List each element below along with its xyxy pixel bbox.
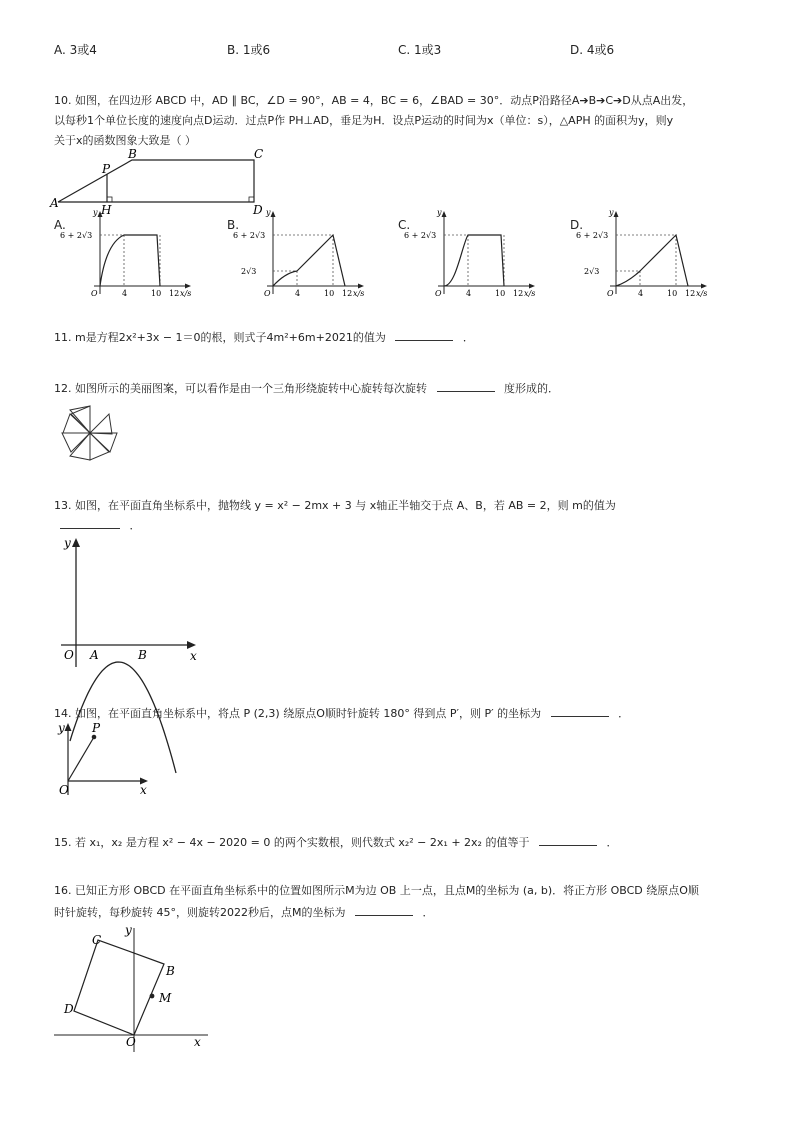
q10-label-c: C	[254, 147, 264, 161]
q13-label-y: y	[64, 536, 71, 550]
q12-pinwheel-figure	[56, 404, 124, 462]
q10-graph-d-x-label: x/s	[696, 289, 708, 298]
q16-label-b: B	[166, 964, 175, 978]
q10-graph-b-origin-label: O	[264, 289, 271, 298]
q14-question: 14. 如图，在平面直角坐标系中，将点 P (2,3) 绕原点O顺时针旋转 180° 得到点 P′，则 P′ 的坐标为	[54, 707, 542, 720]
q13-label-a: A	[90, 648, 99, 662]
q10-graph-a-y-label: y	[93, 208, 98, 217]
q14-end: ．	[618, 707, 630, 720]
q10-graph-b	[233, 208, 373, 300]
q15-text	[54, 832, 617, 854]
q13-label-b: B	[138, 648, 147, 662]
q10-graph-a	[60, 208, 200, 300]
q10-graph-d-tick-4: 4	[638, 289, 644, 298]
q10-graph-a-x-label: x/s	[180, 289, 192, 298]
q10-label-d: D	[253, 203, 263, 217]
q10-graph-c-x-label: x/s	[524, 289, 536, 298]
q16-label-d: D	[64, 1002, 74, 1016]
q10-graph-b-tick-4: 4	[295, 289, 301, 298]
q10-quadrilateral-figure	[50, 148, 270, 216]
q10-graph-a-tick-10: 10	[151, 289, 162, 298]
q15-answer-blank[interactable]	[539, 833, 597, 846]
q10-graph-b-tick-10: 10	[324, 289, 335, 298]
q12-end: 度形成的．	[504, 382, 559, 395]
q10-graph-c-tick-10: 10	[495, 289, 506, 298]
q10-graph-d-ymid-label: 2√3	[584, 267, 600, 276]
q9-option-c: C. 1或3	[398, 43, 442, 57]
q10-graph-c	[404, 208, 544, 300]
q10-text-line2: 以每秒1个单位长度的速度向点D运动．过点P作 PH⊥AD，垂足为H．设点P运动的时间为x（单位：s），△APH 的面积为y，则y	[54, 114, 674, 127]
q10-option-c-label: C.	[398, 218, 411, 232]
q16-label-y: y	[125, 923, 132, 937]
q10-graph-b-x-label: x/s	[353, 289, 365, 298]
q14-label-p: P	[92, 721, 101, 735]
q10-graph-d-origin-label: O	[607, 289, 614, 298]
q16-label-o: O	[126, 1035, 136, 1049]
q10-graph-b-tick-12: 12	[342, 289, 353, 298]
q10-text-line1: 10. 如图，在四边形 ABCD 中，AD ∥ BC，∠D = 90°，AB = 4，BC = 6，∠BAD = 30°．动点P沿路径A➔B➔C➔D从点A出发，	[54, 94, 694, 107]
q10-graph-d-y-label: y	[609, 208, 614, 217]
q10-graph-d-tick-12: 12	[685, 289, 696, 298]
q14-answer-blank[interactable]	[551, 704, 609, 717]
q10-graph-a-tick-4: 4	[122, 289, 128, 298]
q12-answer-blank[interactable]	[437, 379, 495, 392]
q10-graph-b-ymax-label: 6 + 2√3	[233, 231, 266, 240]
q10-graph-d	[576, 208, 716, 300]
q13-label-o: O	[64, 648, 74, 662]
q9-option-b: B. 1或6	[227, 43, 271, 57]
q10-graph-c-tick-12: 12	[513, 289, 524, 298]
q16-label-c: C	[92, 933, 102, 947]
q16-square-figure	[52, 924, 212, 1054]
q16-text-line1: 16. 已知正方形 OBCD 在平面直角坐标系中的位置如图所示M为边 OB 上一点，且点M的坐标为 (a, b)．将正方形 OBCD 绕原点O顺	[54, 884, 699, 897]
q10-label-h: H	[101, 203, 112, 217]
q10-graph-b-ymid-label: 2√3	[241, 267, 257, 276]
q10-graph-c-tick-4: 4	[466, 289, 472, 298]
q11-end: ．	[462, 331, 474, 344]
q13-text: 13. 如图，在平面直角坐标系中，抛物线 y = x² − 2mx + 3 与 x轴正半轴交于点 A、B，若 AB = 2，则 m的值为	[54, 499, 616, 512]
q15-question: 15. 若 x₁，x₂ 是方程 x² − 4x − 2020 = 0 的两个实数根，则代数式 x₂² − 2x₁ + 2x₂ 的值等于	[54, 836, 530, 849]
q14-label-y: y	[58, 721, 65, 735]
q10-graph-d-ymax-label: 6 + 2√3	[576, 231, 609, 240]
q14-label-x: x	[140, 783, 147, 797]
q13-end: ．	[129, 519, 141, 532]
q15-end: ．	[606, 836, 618, 849]
q10-label-p: P	[102, 162, 111, 176]
q16-end: ．	[422, 906, 434, 919]
q13-parabola-figure	[56, 535, 206, 670]
q10-graph-d-tick-10: 10	[667, 289, 678, 298]
q10-graph-a-ymax-label: 6 + 2√3	[60, 231, 93, 240]
q12-question: 12. 如图所示的美丽图案，可以看作是由一个三角形绕旋转中心旋转每次旋转	[54, 382, 427, 395]
q10-option-d-label: D.	[570, 218, 584, 232]
q10-graph-c-ymax-label: 6 + 2√3	[404, 231, 437, 240]
q14-point-figure	[56, 720, 156, 800]
q13-answer-blank[interactable]	[60, 516, 120, 529]
q16-label-x: x	[194, 1035, 201, 1049]
q11-answer-blank[interactable]	[395, 328, 453, 341]
q9-option-a: A. 3或4	[54, 43, 97, 57]
q10-graph-c-y-label: y	[437, 208, 442, 217]
q9-option-d: D. 4或6	[570, 43, 615, 57]
q10-label-b: B	[128, 147, 137, 161]
q12-text	[54, 378, 559, 400]
q14-label-o: O	[59, 783, 69, 797]
q13-answer-line	[60, 515, 141, 537]
q10-graph-a-tick-12: 12	[169, 289, 180, 298]
q13-label-x: x	[190, 649, 197, 663]
q10-label-a: A	[50, 196, 59, 210]
q10-graph-c-origin-label: O	[435, 289, 442, 298]
q10-text-line3: 关于x的函数图象大致是（ ）	[54, 134, 197, 147]
q16-label-m: M	[159, 991, 172, 1005]
q11-question: 11. m是方程2x²+3x − 1＝0的根，则式子4m²+6m+2021的值为	[54, 331, 386, 344]
q10-option-b-label: B.	[227, 218, 240, 232]
q10-graph-a-origin-label: O	[91, 289, 98, 298]
q16-answer-blank[interactable]	[355, 903, 413, 916]
q11-text	[54, 327, 474, 349]
q10-option-a-label: A.	[54, 218, 66, 232]
q10-graph-b-y-label: y	[266, 208, 271, 217]
q16-question: 时针旋转，每秒旋转 45°，则旋转2022秒后，点M的坐标为	[54, 906, 346, 919]
q16-text-line2	[54, 902, 433, 924]
